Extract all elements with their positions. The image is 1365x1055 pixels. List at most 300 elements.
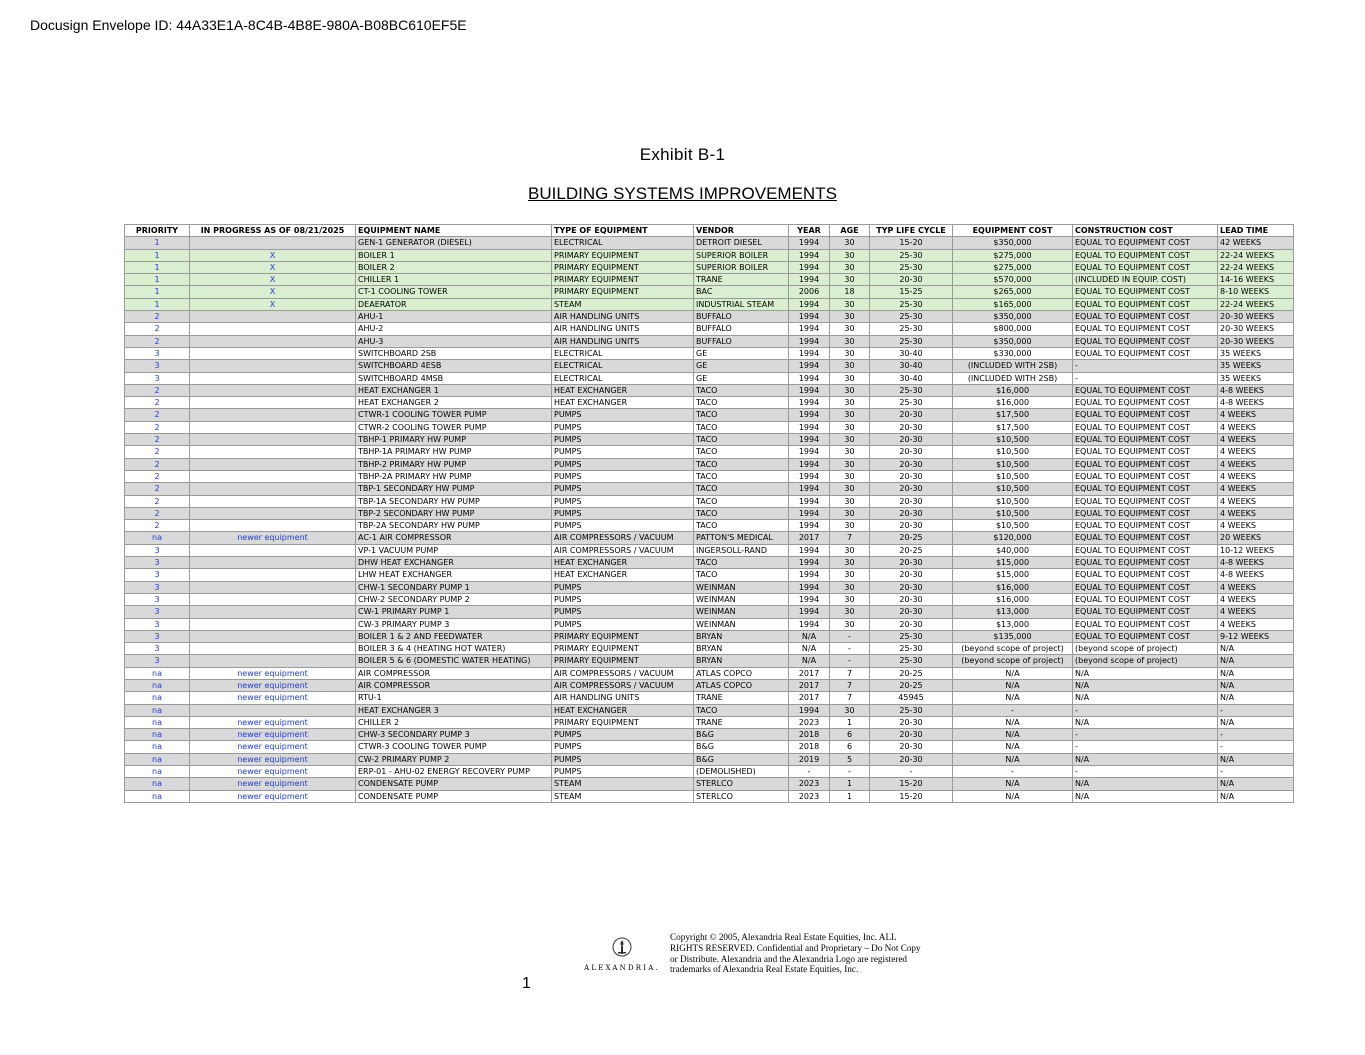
cell-age: 30 [830, 704, 870, 716]
cell-typ-life-cycle: 25-30 [870, 261, 953, 273]
cell-priority: 1 [125, 237, 190, 249]
table-row [125, 384, 1294, 396]
cell-equipment-cost: $330,000 [953, 347, 1073, 359]
table-row [125, 372, 1294, 384]
table-row [125, 458, 1294, 470]
cell-in-progress [190, 544, 356, 556]
cell-age: 5 [830, 753, 870, 765]
cell-equipment-cost: $10,500 [953, 458, 1073, 470]
cell-year: 1994 [789, 274, 830, 286]
cell-age: 30 [830, 446, 870, 458]
cell-type-of-equipment: PRIMARY EQUIPMENT [552, 286, 694, 298]
cell-lead-time: 42 WEEKS [1218, 237, 1294, 249]
cell-typ-life-cycle: 20-30 [870, 716, 953, 728]
cell-priority: na [125, 532, 190, 544]
cell-priority: 3 [125, 360, 190, 372]
cell-age: 30 [830, 606, 870, 618]
table-row [125, 766, 1294, 778]
cell-equipment-cost: $10,500 [953, 495, 1073, 507]
cell-priority: 2 [125, 483, 190, 495]
cell-year: 1994 [789, 470, 830, 482]
cell-age: 6 [830, 741, 870, 753]
cell-in-progress: newer equipment [190, 753, 356, 765]
cell-lead-time: 20-30 WEEKS [1218, 323, 1294, 335]
cell-typ-life-cycle: 30-40 [870, 360, 953, 372]
cell-construction-cost: N/A [1073, 753, 1218, 765]
cell-construction-cost: EQUAL TO EQUIPMENT COST [1073, 384, 1218, 396]
cell-vendor: BUFFALO [694, 335, 789, 347]
cell-priority: 2 [125, 470, 190, 482]
cell-priority: 3 [125, 606, 190, 618]
cell-construction-cost: N/A [1073, 716, 1218, 728]
table-row [125, 249, 1294, 261]
cell-equipment-cost: N/A [953, 729, 1073, 741]
cell-vendor: TACO [694, 483, 789, 495]
cell-construction-cost: EQUAL TO EQUIPMENT COST [1073, 323, 1218, 335]
cell-equipment-name: HEAT EXCHANGER 1 [356, 384, 552, 396]
cell-age: 30 [830, 323, 870, 335]
cell-lead-time: N/A [1218, 655, 1294, 667]
cell-typ-life-cycle: 15-20 [870, 778, 953, 790]
cell-construction-cost: EQUAL TO EQUIPMENT COST [1073, 507, 1218, 519]
cell-in-progress [190, 581, 356, 593]
cell-equipment-name: TBHP-1A PRIMARY HW PUMP [356, 446, 552, 458]
cell-lead-time: 4 WEEKS [1218, 495, 1294, 507]
cell-in-progress [190, 311, 356, 323]
cell-lead-time: 20 WEEKS [1218, 532, 1294, 544]
cell-type-of-equipment: PUMPS [552, 483, 694, 495]
cell-construction-cost: - [1073, 372, 1218, 384]
cell-equipment-name: CHILLER 1 [356, 274, 552, 286]
cell-equipment-name: CTWR-3 COOLING TOWER PUMP [356, 741, 552, 753]
cell-equipment-name: CW-2 PRIMARY PUMP 2 [356, 753, 552, 765]
cell-vendor: TACO [694, 409, 789, 421]
cell-age: 30 [830, 397, 870, 409]
cell-lead-time: 4-8 WEEKS [1218, 569, 1294, 581]
cell-type-of-equipment: PUMPS [552, 753, 694, 765]
cell-typ-life-cycle: 15-20 [870, 237, 953, 249]
cell-construction-cost: EQUAL TO EQUIPMENT COST [1073, 532, 1218, 544]
cell-type-of-equipment: PRIMARY EQUIPMENT [552, 716, 694, 728]
cell-in-progress: newer equipment [190, 741, 356, 753]
cell-type-of-equipment: PRIMARY EQUIPMENT [552, 274, 694, 286]
cell-equipment-name: AIR COMPRESSOR [356, 667, 552, 679]
cell-typ-life-cycle: 25-30 [870, 323, 953, 335]
cell-year: 1994 [789, 360, 830, 372]
cell-year: 1994 [789, 298, 830, 310]
cell-vendor: WEINMAN [694, 606, 789, 618]
cell-equipment-cost: $120,000 [953, 532, 1073, 544]
cell-type-of-equipment: AIR HANDLING UNITS [552, 692, 694, 704]
cell-construction-cost: N/A [1073, 778, 1218, 790]
cell-vendor: DETROIT DIESEL [694, 237, 789, 249]
cell-equipment-name: AC-1 AIR COMPRESSOR [356, 532, 552, 544]
cell-equipment-name: CT-1 COOLING TOWER [356, 286, 552, 298]
cell-vendor: GE [694, 347, 789, 359]
cell-equipment-cost: N/A [953, 716, 1073, 728]
cell-age: 30 [830, 581, 870, 593]
cell-type-of-equipment: PRIMARY EQUIPMENT [552, 249, 694, 261]
cell-lead-time: N/A [1218, 778, 1294, 790]
cell-year: 1994 [789, 458, 830, 470]
cell-year: 1994 [789, 593, 830, 605]
cell-priority: 3 [125, 569, 190, 581]
cell-priority: 2 [125, 434, 190, 446]
cell-lead-time: 4 WEEKS [1218, 483, 1294, 495]
header-typ-life-cycle: TYP LIFE CYCLE [870, 225, 953, 237]
cell-type-of-equipment: ELECTRICAL [552, 360, 694, 372]
cell-construction-cost: EQUAL TO EQUIPMENT COST [1073, 483, 1218, 495]
cell-vendor: INGERSOLL-RAND [694, 544, 789, 556]
cell-typ-life-cycle: 20-30 [870, 421, 953, 433]
cell-vendor: BRYAN [694, 630, 789, 642]
cell-in-progress [190, 323, 356, 335]
cell-in-progress [190, 446, 356, 458]
cell-typ-life-cycle: 20-30 [870, 593, 953, 605]
cell-age: 30 [830, 434, 870, 446]
cell-in-progress [190, 520, 356, 532]
cell-in-progress: newer equipment [190, 667, 356, 679]
cell-vendor: STERLCO [694, 778, 789, 790]
cell-type-of-equipment: PRIMARY EQUIPMENT [552, 630, 694, 642]
cell-age: 30 [830, 311, 870, 323]
cell-construction-cost: EQUAL TO EQUIPMENT COST [1073, 520, 1218, 532]
cell-equipment-cost: $15,000 [953, 569, 1073, 581]
cell-lead-time: 4 WEEKS [1218, 507, 1294, 519]
cell-lead-time: 4 WEEKS [1218, 446, 1294, 458]
cell-lead-time: N/A [1218, 753, 1294, 765]
cell-type-of-equipment: ELECTRICAL [552, 237, 694, 249]
cell-vendor: TRANE [694, 692, 789, 704]
cell-construction-cost: EQUAL TO EQUIPMENT COST [1073, 335, 1218, 347]
cell-lead-time: 22-24 WEEKS [1218, 249, 1294, 261]
table-row [125, 729, 1294, 741]
cell-equipment-cost: N/A [953, 667, 1073, 679]
cell-lead-time: N/A [1218, 643, 1294, 655]
cell-vendor: B&G [694, 753, 789, 765]
cell-priority: 2 [125, 397, 190, 409]
cell-priority: na [125, 704, 190, 716]
cell-in-progress: newer equipment [190, 716, 356, 728]
cell-type-of-equipment: PUMPS [552, 470, 694, 482]
cell-year: 1994 [789, 581, 830, 593]
cell-vendor: TACO [694, 520, 789, 532]
cell-vendor: WEINMAN [694, 618, 789, 630]
table-row [125, 593, 1294, 605]
cell-lead-time: 4 WEEKS [1218, 593, 1294, 605]
cell-year: 1994 [789, 569, 830, 581]
cell-priority: 3 [125, 593, 190, 605]
cell-vendor: PATTON'S MEDICAL [694, 532, 789, 544]
cell-priority: na [125, 790, 190, 802]
cell-typ-life-cycle: 25-30 [870, 311, 953, 323]
cell-vendor: BRYAN [694, 643, 789, 655]
cell-type-of-equipment: ELECTRICAL [552, 347, 694, 359]
cell-lead-time: 22-24 WEEKS [1218, 261, 1294, 273]
cell-equipment-name: TBP-1 SECONDARY HW PUMP [356, 483, 552, 495]
cell-in-progress: X [190, 298, 356, 310]
cell-lead-time: 20-30 WEEKS [1218, 311, 1294, 323]
cell-equipment-name: CTWR-2 COOLING TOWER PUMP [356, 421, 552, 433]
cell-construction-cost: EQUAL TO EQUIPMENT COST [1073, 249, 1218, 261]
table-header-row [125, 225, 1294, 237]
cell-vendor: WEINMAN [694, 593, 789, 605]
cell-year: - [789, 766, 830, 778]
cell-type-of-equipment: HEAT EXCHANGER [552, 397, 694, 409]
cell-year: 2018 [789, 729, 830, 741]
cell-construction-cost: (beyond scope of project) [1073, 643, 1218, 655]
cell-priority: 3 [125, 372, 190, 384]
cell-in-progress [190, 360, 356, 372]
cell-equipment-name: BOILER 1 & 2 AND FEEDWATER [356, 630, 552, 642]
cell-year: 1994 [789, 261, 830, 273]
cell-age: 30 [830, 520, 870, 532]
table-row [125, 655, 1294, 667]
cell-in-progress: X [190, 274, 356, 286]
table-row [125, 335, 1294, 347]
cell-year: 2018 [789, 741, 830, 753]
cell-priority: na [125, 679, 190, 691]
cell-year: 1994 [789, 434, 830, 446]
cell-age: 30 [830, 237, 870, 249]
equipment-table [124, 224, 1294, 803]
table-row [125, 618, 1294, 630]
cell-type-of-equipment: STEAM [552, 778, 694, 790]
cell-priority: na [125, 753, 190, 765]
cell-typ-life-cycle: 20-30 [870, 557, 953, 569]
cell-type-of-equipment: AIR COMPRESSORS / VACUUM [552, 667, 694, 679]
cell-lead-time: - [1218, 729, 1294, 741]
cell-equipment-cost: - [953, 766, 1073, 778]
cell-lead-time: N/A [1218, 667, 1294, 679]
cell-age: 30 [830, 593, 870, 605]
cell-equipment-name: RTU-1 [356, 692, 552, 704]
cell-equipment-cost: N/A [953, 741, 1073, 753]
table-row [125, 569, 1294, 581]
cell-typ-life-cycle: 15-20 [870, 790, 953, 802]
docusign-envelope-id: Docusign Envelope ID: 44A33E1A-8C4B-4B8E-980A-B08BC610EF5E [30, 17, 467, 33]
cell-typ-life-cycle: 25-30 [870, 655, 953, 667]
cell-vendor: TACO [694, 397, 789, 409]
cell-typ-life-cycle: 20-30 [870, 520, 953, 532]
cell-in-progress [190, 557, 356, 569]
cell-lead-time: N/A [1218, 692, 1294, 704]
cell-type-of-equipment: PUMPS [552, 495, 694, 507]
cell-construction-cost: EQUAL TO EQUIPMENT COST [1073, 421, 1218, 433]
table-row [125, 557, 1294, 569]
cell-type-of-equipment: AIR HANDLING UNITS [552, 311, 694, 323]
cell-equipment-name: BOILER 2 [356, 261, 552, 273]
header-age: AGE [830, 225, 870, 237]
cell-year: N/A [789, 630, 830, 642]
cell-year: 1994 [789, 483, 830, 495]
cell-equipment-cost: $10,500 [953, 483, 1073, 495]
cell-lead-time: 4-8 WEEKS [1218, 397, 1294, 409]
cell-typ-life-cycle: 20-30 [870, 470, 953, 482]
cell-equipment-name: CHW-1 SECONDARY PUMP 1 [356, 581, 552, 593]
cell-construction-cost: EQUAL TO EQUIPMENT COST [1073, 630, 1218, 642]
cell-typ-life-cycle: 25-30 [870, 643, 953, 655]
cell-priority: 1 [125, 274, 190, 286]
cell-type-of-equipment: PUMPS [552, 458, 694, 470]
alexandria-logo [583, 937, 661, 972]
cell-in-progress [190, 347, 356, 359]
cell-construction-cost: EQUAL TO EQUIPMENT COST [1073, 446, 1218, 458]
cell-equipment-cost: $800,000 [953, 323, 1073, 335]
cell-type-of-equipment: HEAT EXCHANGER [552, 569, 694, 581]
cell-typ-life-cycle: 20-30 [870, 458, 953, 470]
cell-in-progress: X [190, 249, 356, 261]
cell-year: 1994 [789, 384, 830, 396]
cell-equipment-name: CW-1 PRIMARY PUMP 1 [356, 606, 552, 618]
cell-equipment-name: BOILER 3 & 4 (HEATING HOT WATER) [356, 643, 552, 655]
cell-lead-time: 4 WEEKS [1218, 581, 1294, 593]
cell-age: 30 [830, 483, 870, 495]
cell-in-progress [190, 643, 356, 655]
cell-typ-life-cycle: 25-30 [870, 335, 953, 347]
cell-age: 7 [830, 679, 870, 691]
cell-equipment-cost: N/A [953, 692, 1073, 704]
cell-year: 2017 [789, 532, 830, 544]
cell-vendor: TACO [694, 507, 789, 519]
cell-age: 30 [830, 470, 870, 482]
table-row [125, 630, 1294, 642]
cell-equipment-cost: $350,000 [953, 311, 1073, 323]
cell-construction-cost: - [1073, 766, 1218, 778]
cell-age: - [830, 643, 870, 655]
cell-vendor: GE [694, 372, 789, 384]
cell-age: 1 [830, 790, 870, 802]
cell-year: 2023 [789, 778, 830, 790]
cell-in-progress [190, 335, 356, 347]
table-row [125, 274, 1294, 286]
cell-year: 1994 [789, 507, 830, 519]
cell-vendor: TACO [694, 704, 789, 716]
cell-year: N/A [789, 643, 830, 655]
cell-typ-life-cycle: 20-25 [870, 544, 953, 556]
table-row [125, 667, 1294, 679]
cell-equipment-cost: $16,000 [953, 593, 1073, 605]
cell-age: 1 [830, 716, 870, 728]
cell-lead-time: 35 WEEKS [1218, 372, 1294, 384]
cell-vendor: TACO [694, 384, 789, 396]
table-row [125, 409, 1294, 421]
cell-priority: 2 [125, 311, 190, 323]
cell-equipment-name: AIR COMPRESSOR [356, 679, 552, 691]
cell-type-of-equipment: STEAM [552, 790, 694, 802]
cell-priority: 2 [125, 446, 190, 458]
cell-type-of-equipment: AIR COMPRESSORS / VACUUM [552, 679, 694, 691]
cell-typ-life-cycle: 20-30 [870, 274, 953, 286]
cell-age: 30 [830, 372, 870, 384]
cell-equipment-name: TBP-2A SECONDARY HW PUMP [356, 520, 552, 532]
cell-equipment-cost: N/A [953, 679, 1073, 691]
cell-in-progress: newer equipment [190, 766, 356, 778]
cell-equipment-cost: N/A [953, 790, 1073, 802]
cell-equipment-cost: - [953, 704, 1073, 716]
cell-year: 2017 [789, 692, 830, 704]
cell-in-progress: newer equipment [190, 692, 356, 704]
cell-construction-cost: EQUAL TO EQUIPMENT COST [1073, 557, 1218, 569]
cell-lead-time: 4 WEEKS [1218, 520, 1294, 532]
cell-vendor: BAC [694, 286, 789, 298]
cell-vendor: TACO [694, 458, 789, 470]
cell-typ-life-cycle: 30-40 [870, 347, 953, 359]
cell-equipment-cost: $17,500 [953, 421, 1073, 433]
cell-equipment-cost: $13,000 [953, 606, 1073, 618]
cell-year: 1994 [789, 421, 830, 433]
cell-lead-time: - [1218, 704, 1294, 716]
cell-priority: 2 [125, 507, 190, 519]
cell-lead-time: 20-30 WEEKS [1218, 335, 1294, 347]
cell-year: 2006 [789, 286, 830, 298]
cell-age: 30 [830, 360, 870, 372]
cell-year: 1994 [789, 446, 830, 458]
cell-in-progress [190, 507, 356, 519]
cell-priority: 3 [125, 655, 190, 667]
cell-typ-life-cycle: 20-30 [870, 483, 953, 495]
cell-typ-life-cycle: 20-30 [870, 409, 953, 421]
cell-equipment-name: AHU-1 [356, 311, 552, 323]
cell-construction-cost: (beyond scope of project) [1073, 655, 1218, 667]
cell-equipment-cost: (INCLUDED WITH 2SB) [953, 372, 1073, 384]
table-row [125, 741, 1294, 753]
cell-equipment-cost: $10,500 [953, 434, 1073, 446]
cell-age: 30 [830, 618, 870, 630]
cell-lead-time: 4 WEEKS [1218, 606, 1294, 618]
cell-type-of-equipment: PRIMARY EQUIPMENT [552, 643, 694, 655]
header-year: YEAR [789, 225, 830, 237]
cell-equipment-cost: (beyond scope of project) [953, 643, 1073, 655]
header-equipment-cost: EQUIPMENT COST [953, 225, 1073, 237]
cell-type-of-equipment: PUMPS [552, 581, 694, 593]
table-row [125, 704, 1294, 716]
cell-year: 2023 [789, 790, 830, 802]
cell-priority: 1 [125, 298, 190, 310]
cell-in-progress [190, 470, 356, 482]
cell-construction-cost: EQUAL TO EQUIPMENT COST [1073, 397, 1218, 409]
cell-type-of-equipment: AIR COMPRESSORS / VACUUM [552, 544, 694, 556]
cell-vendor: GE [694, 360, 789, 372]
cell-year: 1994 [789, 372, 830, 384]
cell-equipment-name: TBHP-1 PRIMARY HW PUMP [356, 434, 552, 446]
cell-priority: 2 [125, 335, 190, 347]
cell-type-of-equipment: ELECTRICAL [552, 372, 694, 384]
cell-type-of-equipment: AIR HANDLING UNITS [552, 335, 694, 347]
table-row [125, 446, 1294, 458]
cell-construction-cost: EQUAL TO EQUIPMENT COST [1073, 544, 1218, 556]
cell-equipment-name: SWITCHBOARD 2SB [356, 347, 552, 359]
cell-year: 1994 [789, 237, 830, 249]
cell-priority: 3 [125, 557, 190, 569]
cell-vendor: STERLCO [694, 790, 789, 802]
cell-vendor: SUPERIOR BOILER [694, 261, 789, 273]
cell-construction-cost: - [1073, 704, 1218, 716]
table-row [125, 753, 1294, 765]
cell-vendor: TACO [694, 495, 789, 507]
exhibit-label: Exhibit B-1 [639, 145, 726, 164]
table-body [125, 237, 1294, 803]
cell-typ-life-cycle: 25-30 [870, 397, 953, 409]
cell-equipment-name: CTWR-1 COOLING TOWER PUMP [356, 409, 552, 421]
cell-lead-time: 35 WEEKS [1218, 347, 1294, 359]
cell-equipment-cost: $10,500 [953, 507, 1073, 519]
cell-equipment-cost: (INCLUDED WITH 2SB) [953, 360, 1073, 372]
cell-in-progress [190, 630, 356, 642]
cell-year: 2023 [789, 716, 830, 728]
cell-type-of-equipment: PUMPS [552, 434, 694, 446]
alexandria-torch-icon [610, 937, 634, 957]
